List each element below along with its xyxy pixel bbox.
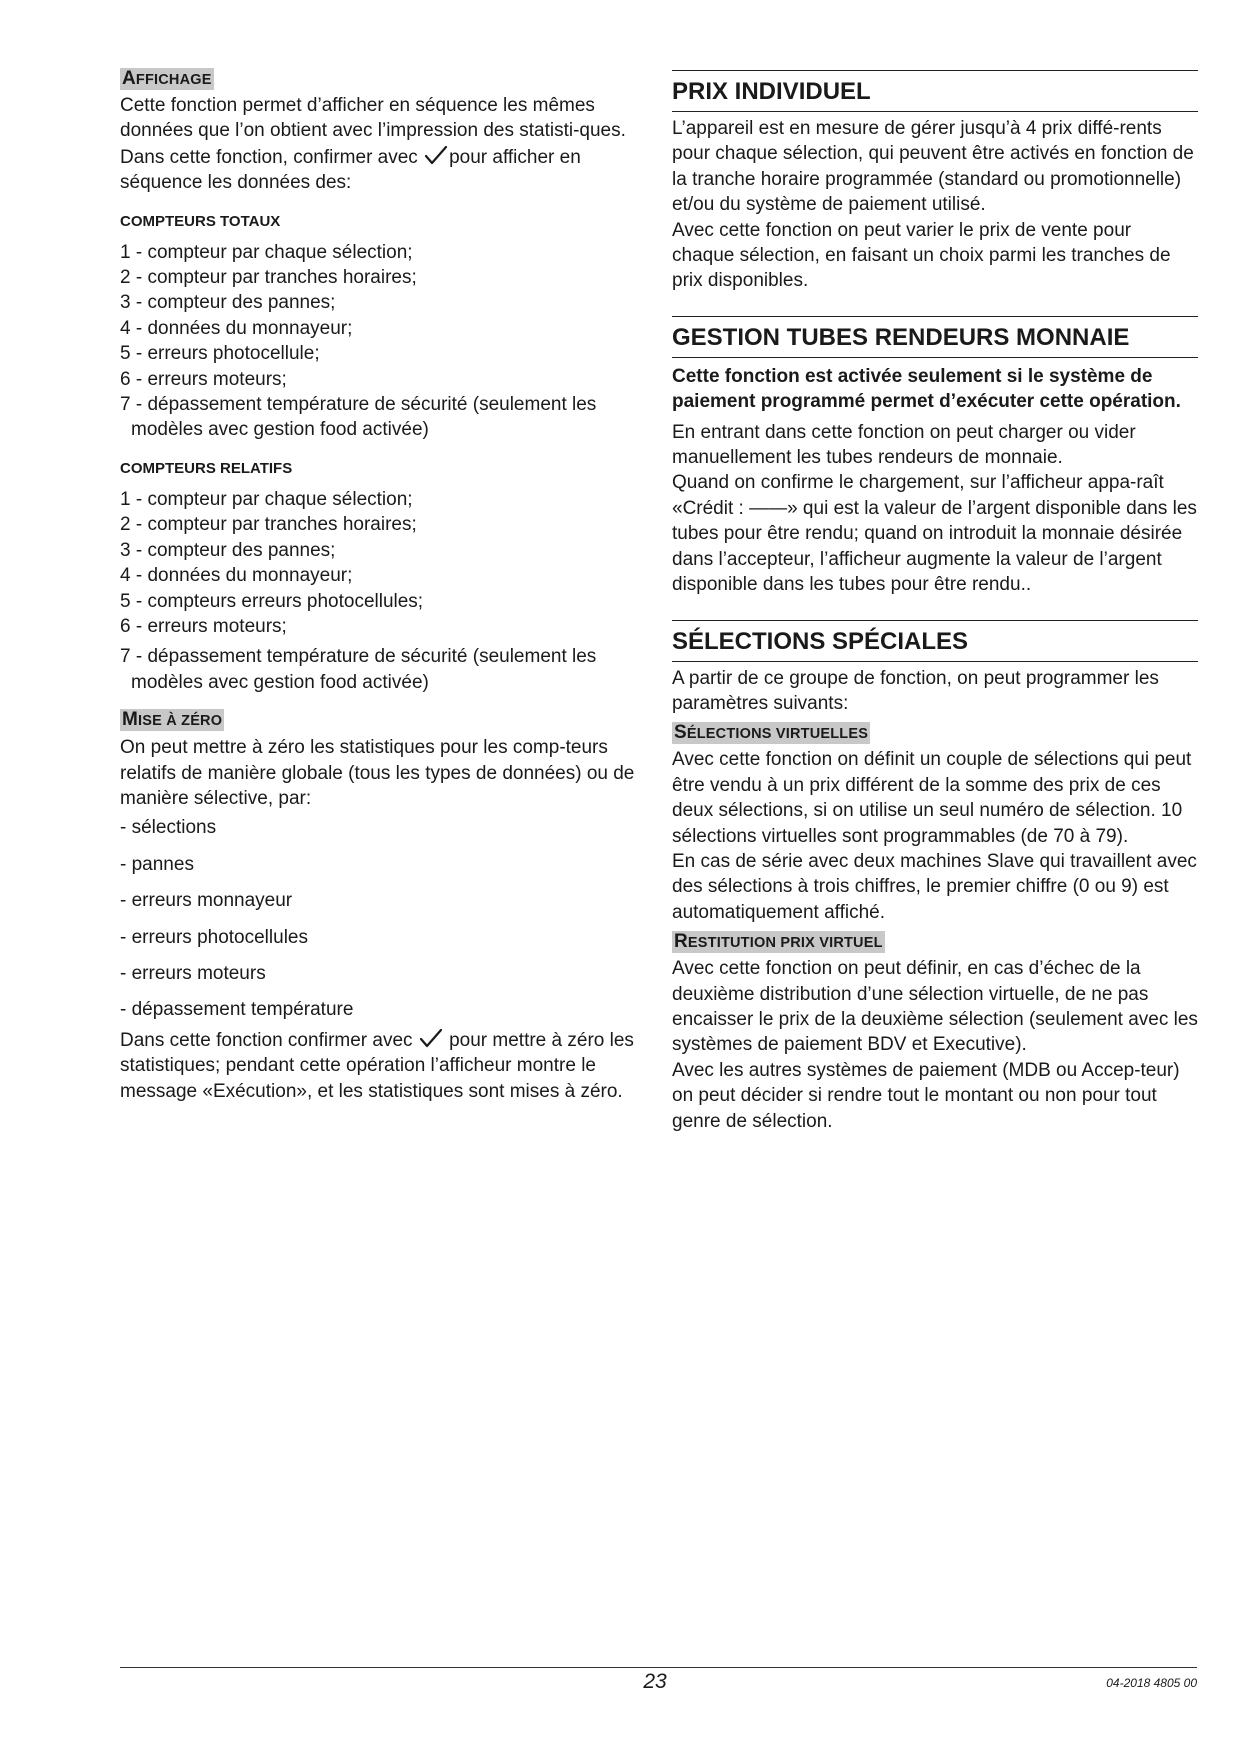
affichage-para1: Cette fonction permet d’afficher en séquence les mêmes données que l’on obtient avec l’impression des statisti-ques. xyxy=(120,95,626,142)
list-item: - erreurs moteurs xyxy=(120,962,266,984)
virtuelles-heading xyxy=(672,722,870,744)
heading-rest: ISE À ZÉRO xyxy=(138,713,223,730)
left-column xyxy=(120,68,642,1104)
heading-initial: M xyxy=(122,709,139,731)
list-item: 4 - données du monnayeur; xyxy=(120,317,353,339)
prix-para1: L’appareil est en mesure de gérer jusqu’à 4 prix diffé-rents pour chaque sélection, qui peuvent être activés en fonction de la tranche horaire programmée (standard ou promotionnelle) et/ou du système de paiement utilisé. xyxy=(672,118,1194,216)
gestion-para2: Quand on confirme le chargement, sur l’afficheur appa-raît xyxy=(672,472,1164,494)
mise-a-zero-list xyxy=(120,815,642,1022)
gestion-heading: GESTION TUBES RENDEURS MONNAIE xyxy=(672,316,1198,358)
affichage-para2 xyxy=(120,144,642,196)
list-item: 4 - données du monnayeur; xyxy=(120,565,353,587)
subsection-restitution xyxy=(672,931,1198,1134)
subsection-selections-virtuelles xyxy=(672,722,1198,925)
heading-rest: FFICHAGE xyxy=(135,72,212,88)
mise-a-zero-heading xyxy=(120,709,224,731)
list-item: 3 - compteur des pannes; xyxy=(120,539,336,561)
list-item: 5 - erreurs photocellule; xyxy=(120,343,320,365)
checkmark-icon xyxy=(418,1027,444,1049)
affichage-heading xyxy=(120,68,214,90)
gestion-para1: En entrant dans cette fonction on peut charger ou vider manuellement les tubes rendeurs de monnaie. xyxy=(672,421,1136,469)
section-gestion-tubes xyxy=(672,316,1198,598)
heading-initial: R xyxy=(674,931,688,953)
footer-rule xyxy=(120,1667,1197,1668)
heading-rest: ESTITUTION PRIX VIRTUEL xyxy=(687,935,883,952)
mise-a-zero-para1: On peut mettre à zéro les statistiques pour les comp-teurs relatifs de manière globale (tous les types de données) ou de manière sélective, par: xyxy=(120,737,635,809)
list-item: - dépassement température xyxy=(120,999,354,1021)
relative-list xyxy=(120,487,642,695)
virtuelles-para1: Avec cette fonction on définit un couple de sélections qui peut être vendu à un prix différent de la somme des prix de ces deux sélections, si on utilise un seul numéro de sélection. 10 sélections virtuelles sont programmables (de 70 à 79). xyxy=(672,749,1192,847)
list-item: 1 - compteur par chaque sélection; xyxy=(120,241,413,263)
list-item: 2 - compteur par tranches horaires; xyxy=(120,267,417,289)
list-item: - erreurs photocellules xyxy=(120,926,308,948)
relative-heading: COMPTEURS RELATIFS xyxy=(120,459,293,477)
para2-before: Dans cette fonction, confirmer avec xyxy=(120,146,418,168)
section-prix-individuel xyxy=(672,70,1198,294)
restitution-heading xyxy=(672,931,885,953)
mise-a-zero-para2 xyxy=(120,1027,642,1104)
right-column xyxy=(672,70,1198,1134)
section-selections-speciales xyxy=(672,620,1198,1135)
heading-initial: S xyxy=(674,722,687,744)
checkmark-icon xyxy=(423,144,449,166)
prix-heading: PRIX INDIVIDUEL xyxy=(672,70,1198,112)
page-number: 23 xyxy=(643,1670,667,1693)
section-affichage xyxy=(120,68,642,695)
gestion-para3: «Crédit : ——» qui est la valeur de l’argent disponible dans les tubes pour être rendu; quand on introduit la monnaie désirée dans l’accepteur, l’afficheur augmente la valeur de l’argent disponible dans les tubes pour être rendu.. xyxy=(672,497,1197,596)
virtuelles-para2: En cas de série avec deux machines Slave qui travaillent avec des sélections à trois chiffres, le premier chiffre (0 ou 9) est automatiquement affiché. xyxy=(672,850,1197,923)
para2-after: pour afficher en séquence les données des: xyxy=(120,146,581,194)
para2-after: pour mettre à zéro les statistiques; pendant cette opération l’afficheur montre le message «Exécution», et les statistiques sont mises à zéro. xyxy=(120,1029,634,1102)
list-item: 2 - compteur par tranches horaires; xyxy=(120,514,417,536)
restitution-para2: Avec les autres systèmes de paiement (MDB ou Accep-teur) on peut décider si rendre tout le montant ou non pour tout genre de sélection. xyxy=(672,1059,1180,1132)
gestion-bold-para: Cette fonction est activée seulement si le système de paiement programmé permet d’exécuter cette opération. xyxy=(672,365,1181,413)
speciales-para1: A partir de ce groupe de fonction, on peut programmer les paramètres suivants: xyxy=(672,667,1159,714)
speciales-heading: SÉLECTIONS SPÉCIALES xyxy=(672,620,1198,662)
totals-heading: COMPTEURS TOTAUX xyxy=(120,212,281,230)
section-mise-a-zero xyxy=(120,709,642,1104)
list-item: 5 - compteurs erreurs photocellules; xyxy=(120,590,424,612)
list-item: - sélections xyxy=(120,817,217,839)
heading-rest: ÉLECTIONS VIRTUELLES xyxy=(686,726,869,743)
document-reference: 04-2018 4805 00 xyxy=(1106,1676,1197,1690)
list-item: - erreurs monnayeur xyxy=(120,890,293,912)
list-item: - pannes xyxy=(120,853,194,875)
para2-before: Dans cette fonction confirmer avec xyxy=(120,1029,413,1051)
list-item: 3 - compteur des pannes; xyxy=(120,292,336,314)
list-item: 6 - erreurs moteurs; xyxy=(120,368,287,390)
restitution-para1: Avec cette fonction on peut définir, en cas d’échec de la deuxième distribution d’une sélection virtuelle, de ne pas encaisser le prix de la deuxième sélection (seulement avec les systèmes de paiement BDV et Executive). xyxy=(672,958,1198,1056)
prix-para2: Avec cette fonction on peut varier le prix de vente pour chaque sélection, en faisant un choix parmi les tranches de prix disponibles. xyxy=(672,219,1171,292)
list-item: 6 - erreurs moteurs; xyxy=(120,615,287,637)
list-item: 7 - dépassement température de sécurité (seulement les modèles avec gestion food activée) xyxy=(120,646,597,693)
heading-initial: A xyxy=(122,68,136,89)
totals-list xyxy=(120,240,642,443)
list-item: 1 - compteur par chaque sélection; xyxy=(120,488,413,510)
list-item: 7 - dépassement température de sécurité (seulement les modèles avec gestion food activée) xyxy=(120,394,597,441)
